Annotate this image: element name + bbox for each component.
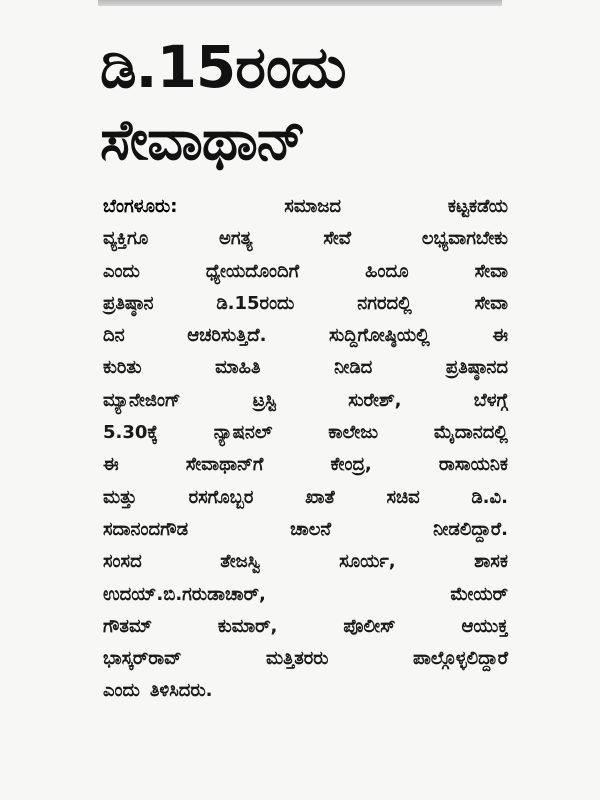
article-line xyxy=(103,648,508,680)
article-word: ಕಾಲೇಜು xyxy=(328,422,379,444)
top-rule xyxy=(98,0,502,6)
article-word: ಭಾಸ್ಕರ್‌ರಾವ್ xyxy=(103,648,182,670)
article-word: ಶಾಸಕ xyxy=(474,551,508,573)
article-word: ಪ್ರತಿಷ್ಠಾನದ xyxy=(445,357,508,379)
article-word: ಲಭ್ಯವಾಗಬೇಕು xyxy=(421,228,508,250)
article-word: ಸೇವಾಥಾನ್‌ಗೆ xyxy=(185,454,264,476)
article-line xyxy=(103,325,508,357)
article-word: ಕೇಂದ್ರ, xyxy=(330,454,372,476)
article-line xyxy=(103,487,508,519)
article-word: ಕಟ್ಟಕಡೆಯ xyxy=(447,196,508,217)
article-line xyxy=(103,584,508,616)
article-word: ಮ್ಯಾನೇಜಿಂಗ್ xyxy=(103,389,181,411)
article-word: ಮೇಯರ್ xyxy=(450,583,508,605)
article-word: ರಾಸಾಯನಿಕ xyxy=(438,454,508,476)
article-word: ಡಿ.15ರಂದು xyxy=(216,292,295,314)
article-word: ತಿಳಿಸಿದರು. xyxy=(149,680,213,702)
article-line xyxy=(103,196,508,228)
article-word: ಕುರಿತು xyxy=(103,357,142,379)
article-word: ರಸಗೊಬ್ಬರ xyxy=(188,486,254,508)
article-word: ಧ್ಯೇಯದೊಂದಿಗೆ xyxy=(205,260,300,282)
headline-line-1: ಡಿ.15ರಂದು xyxy=(100,33,346,101)
article-line xyxy=(103,390,508,422)
article-word: ಸಚಿವ xyxy=(386,486,420,508)
article-line xyxy=(103,293,508,325)
article-line xyxy=(103,680,508,712)
article-word: ಸಮಾಜದ xyxy=(284,196,342,217)
article-word: ಟ್ರಸ್ಟಿ xyxy=(252,389,277,411)
article-word: ಎಂದು xyxy=(103,680,140,702)
article-line xyxy=(103,519,508,551)
article-word: ಉದಯ್.ಬಿ.ಗರುಡಾಚಾರ್, xyxy=(103,583,266,605)
article-word: ಈ xyxy=(103,454,119,476)
article-word: ನೀಡಿದ xyxy=(334,357,373,379)
article-word: ಸೇವಾ xyxy=(474,260,508,282)
article-word: ಗೌತಮ್ xyxy=(103,615,152,637)
article-line xyxy=(103,422,508,454)
article-line xyxy=(103,454,508,486)
article-word: ಪಾಲ್ಗೊಳ್ಳಲಿದ್ದಾರೆ xyxy=(412,648,508,670)
article-word: ಆಚರಿಸುತ್ತಿದೆ. xyxy=(187,325,267,347)
article-word: ಬೆಳಗ್ಗೆ xyxy=(473,389,508,411)
article-word: ಸಂಸದ xyxy=(103,551,142,573)
headline-line-2: ಸೇವಾಥಾನ್ xyxy=(100,108,306,173)
article-word: ಸದಾನಂದಗೌಡ xyxy=(103,518,189,540)
article-word: ಮತ್ತಿತರರು xyxy=(266,648,329,670)
article-line xyxy=(103,616,508,648)
article-word: ಡಿ.ವಿ. xyxy=(471,486,508,508)
article-word: ದಿನ xyxy=(103,325,125,347)
dateline: ಬೆಂಗಳೂರು: xyxy=(103,196,178,217)
article-line xyxy=(103,261,508,293)
article-word: ಈ xyxy=(492,325,508,347)
article-word: ಸೂರ್ಯ, xyxy=(339,551,396,573)
article-word: ಸುರೇಶ್, xyxy=(348,389,402,411)
article-word: ಅಗತ್ಯ xyxy=(218,228,253,250)
article-word: ನೀಡಲಿದ್ದಾರೆ. xyxy=(433,518,508,540)
article-word: ಆಯುಕ್ತ xyxy=(461,615,508,637)
article-word: ಮಾಹಿತಿ xyxy=(215,357,261,379)
article-word: ಪ್ರತಿಷ್ಠಾನ xyxy=(103,292,154,314)
article-body xyxy=(103,196,508,713)
article-word: ವ್ಯಕ್ತಿಗೂ xyxy=(103,228,149,250)
article-word: ಎಂದು xyxy=(103,260,140,282)
article-word: 5.30ಕ್ಕೆ xyxy=(103,422,158,444)
article-word: ಕುಮಾರ್, xyxy=(217,615,278,637)
article-word: ಸುದ್ದಿಗೋಷ್ಠಿಯಲ್ಲಿ xyxy=(328,325,430,347)
article-word: ಖಾತೆ xyxy=(305,486,335,508)
article-word: ಚಾಲನೆ xyxy=(290,518,332,540)
article-line xyxy=(103,357,508,389)
article-word: ಹಿಂದೂ xyxy=(365,260,409,282)
article-line xyxy=(103,551,508,583)
article-word: ನ್ಯಾಷನಲ್ xyxy=(213,422,273,444)
article-word: ಸೇವಾ xyxy=(474,292,508,314)
article-word: ನಗರದಲ್ಲಿ xyxy=(357,292,412,314)
article-word: ಪೊಲೀಸ್ xyxy=(343,615,396,637)
article-word: ಮತ್ತು xyxy=(103,486,137,508)
article-line xyxy=(103,228,508,260)
article-word: ತೇಜಸ್ವಿ xyxy=(220,551,261,573)
article-word: ಮೈದಾನದಲ್ಲಿ xyxy=(433,422,508,444)
article-word: ಸೇವೆ xyxy=(323,228,352,250)
